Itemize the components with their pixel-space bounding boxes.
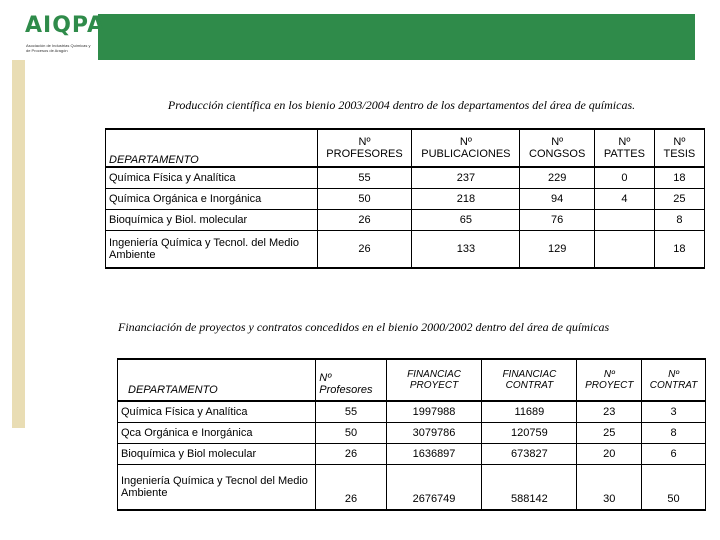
cell-financiac-contrat: 11689 — [482, 401, 577, 423]
cell-financiac-proyect: 1997988 — [386, 401, 482, 423]
header-band — [96, 14, 695, 60]
cell-financiac-contrat: 120759 — [482, 423, 577, 444]
cell-profesores: 50 — [317, 189, 412, 210]
cell-num-contrat: 6 — [642, 444, 706, 465]
cell-profesores: 26 — [316, 465, 386, 511]
table-header-row — [106, 129, 705, 167]
cell-tesis: 18 — [654, 231, 704, 269]
cell-financiac-proyect: 1636897 — [386, 444, 482, 465]
cell-profesores: 26 — [317, 210, 412, 231]
cell-departamento: Qca Orgánica e Inorgánica — [118, 423, 316, 444]
cell-departamento: Ingeniería Química y Tecnol del Medio Ambiente — [118, 465, 316, 511]
cell-num-contrat: 3 — [642, 401, 706, 423]
table-row — [106, 167, 705, 189]
col-header-profesores: Nº PROFESORES — [317, 129, 412, 167]
cell-publicaciones: 65 — [412, 210, 520, 231]
cell-patentes: 0 — [595, 167, 655, 189]
table-row — [118, 465, 706, 511]
cell-num-proyect: 20 — [577, 444, 642, 465]
col-header-patentes: Nº PATTES — [595, 129, 655, 167]
table-row — [118, 444, 706, 465]
cell-financiac-contrat: 588142 — [482, 465, 577, 511]
col-header-congresos: Nº CONGSOS — [520, 129, 595, 167]
cell-financiac-proyect: 2676749 — [386, 465, 482, 511]
col-header-num-contrat: Nº CONTRAT — [642, 359, 706, 401]
cell-num-contrat: 50 — [642, 465, 706, 511]
cell-financiac-proyect: 3079786 — [386, 423, 482, 444]
col-header-num-proyect: Nº PROYECT — [577, 359, 642, 401]
table-row — [118, 401, 706, 423]
cell-tesis: 25 — [654, 189, 704, 210]
cell-publicaciones: 133 — [412, 231, 520, 269]
cell-publicaciones: 218 — [412, 189, 520, 210]
table-header-row — [118, 359, 706, 401]
cell-congresos: 129 — [520, 231, 595, 269]
cell-publicaciones: 237 — [412, 167, 520, 189]
cell-num-proyect: 30 — [577, 465, 642, 511]
cell-departamento: Bioquímica y Biol. molecular — [106, 210, 318, 231]
cell-patentes — [595, 210, 655, 231]
cell-profesores: 55 — [316, 401, 386, 423]
table-row — [106, 189, 705, 210]
col-header-profesores: Nº Profesores — [316, 359, 386, 401]
logo-subtext: Asociación de Industrias Químicas y de Procesos de Aragón — [26, 43, 91, 53]
cell-num-contrat: 8 — [642, 423, 706, 444]
cell-departamento: Química Orgánica e Inorgánica — [106, 189, 318, 210]
cell-profesores: 26 — [317, 231, 412, 269]
table2-title: Financiación de proyectos y contratos concedidos en el bienio 2000/2002 dentro del área de químicas — [118, 320, 610, 334]
production-table — [105, 128, 705, 269]
logo-text: AIQPA — [25, 13, 106, 38]
col-header-financiac-proyect: FINANCIAC PROYECT — [386, 359, 482, 401]
col-header-tesis: Nº TESIS — [654, 129, 704, 167]
table-row — [106, 231, 705, 269]
cell-congresos: 94 — [520, 189, 595, 210]
cell-congresos: 229 — [520, 167, 595, 189]
cell-num-proyect: 25 — [577, 423, 642, 444]
cell-patentes — [595, 231, 655, 269]
cell-financiac-contrat: 673827 — [482, 444, 577, 465]
cell-profesores: 50 — [316, 423, 386, 444]
col-header-financiac-contrat: FINANCIAC CONTRAT — [482, 359, 577, 401]
cell-patentes: 4 — [595, 189, 655, 210]
cell-tesis: 18 — [654, 167, 704, 189]
col-header-departamento: DEPARTAMENTO — [106, 129, 318, 167]
funding-table — [117, 358, 706, 511]
col-header-publicaciones: Nº PUBLICACIONES — [412, 129, 520, 167]
cell-departamento: Ingeniería Química y Tecnol. del Medio Ambiente — [106, 231, 318, 269]
table-row — [118, 423, 706, 444]
cell-profesores: 26 — [316, 444, 386, 465]
cell-departamento: Química Física y Analítica — [118, 401, 316, 423]
cell-profesores: 55 — [317, 167, 412, 189]
cell-congresos: 76 — [520, 210, 595, 231]
table-row — [106, 210, 705, 231]
side-bar — [12, 60, 25, 428]
cell-tesis: 8 — [654, 210, 704, 231]
cell-departamento: Química Física y Analítica — [106, 167, 318, 189]
aiqpa-logo — [22, 8, 106, 60]
cell-num-proyect: 23 — [577, 401, 642, 423]
table1-title: Producción científica en los bienio 2003/2004 dentro de los departamentos del área de químicas. — [167, 98, 636, 112]
col-header-departamento: DEPARTAMENTO — [118, 359, 316, 401]
cell-departamento: Bioquímica y Biol molecular — [118, 444, 316, 465]
